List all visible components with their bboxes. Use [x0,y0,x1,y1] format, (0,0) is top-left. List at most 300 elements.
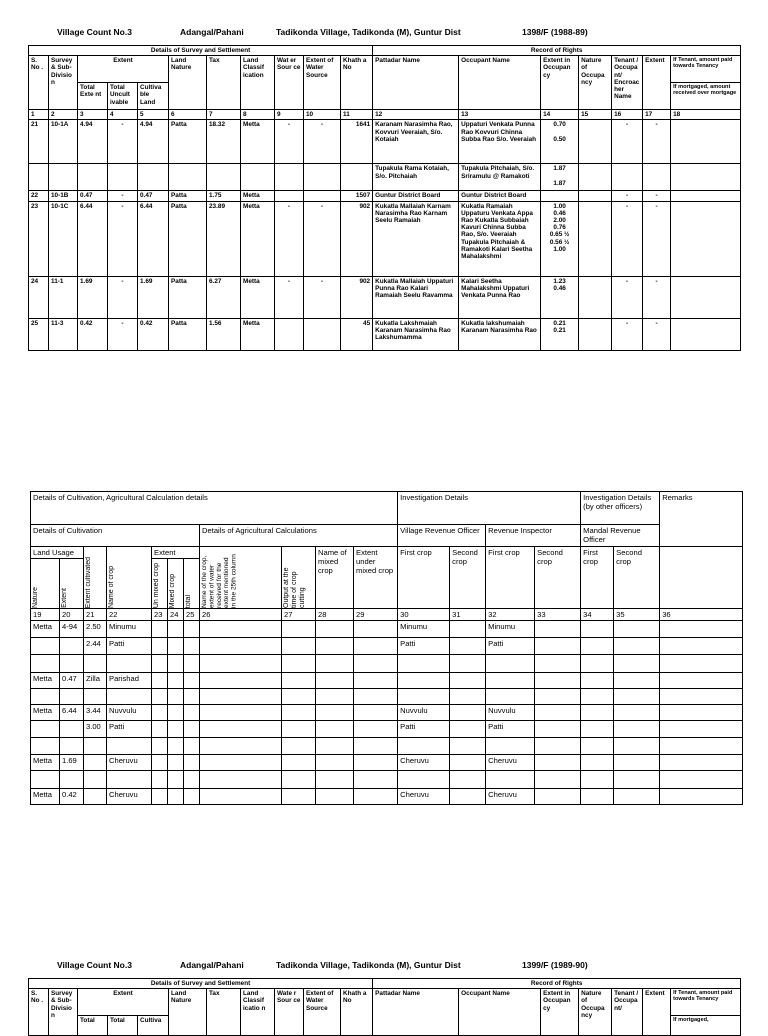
cell-tenant: - [612,120,643,164]
cultivation-title: Details of Cultivation, Agricultural Calculation details [31,492,398,525]
col-tenant-2: Tenant / Occupa nt/ [612,989,643,1036]
column-numbers [29,110,741,120]
table-row [31,755,743,771]
extent-mixed-header: Extent under mixed crop [354,547,398,609]
table-row [31,789,743,805]
cell-empty [614,655,660,673]
cell-empty [535,755,581,771]
cell-khatha: 45 [341,318,373,350]
ri-first-crop: First crop [486,547,535,609]
cell-vro [398,738,450,755]
col-khatha: Khath a No [341,56,373,110]
cell-empty [316,789,354,805]
cell-crop [107,771,152,789]
cell-empty [614,673,660,689]
cell-empty [184,738,200,755]
cell-ext2: - [643,201,671,276]
cell-nature: Patta [169,120,207,164]
cell-empty [184,689,200,705]
col-extent2-2: Extent [643,989,671,1036]
cell-khatha: 902 [341,201,373,276]
cell-vro: Patti [398,638,450,655]
cell-ext-cult [84,755,107,771]
cell-empty [200,621,282,638]
cell-class: Metta [241,276,275,318]
cell-empty [581,673,614,689]
column-number: 1 [29,110,49,120]
cell-ext2 [643,164,671,191]
cell-empty [152,721,168,738]
column-number: 32 [486,609,535,621]
cell-empty [354,638,398,655]
cell-empty [282,721,316,738]
cell-ri: Patti [486,721,535,738]
cell-pattadar: Kukatla Mallaiah Uppaturi Punna Rao Kalari Ramaiah Seelu Ravamma [373,276,459,318]
cell-ri: Patti [486,638,535,655]
col-occupant-2: Occupant Name [459,989,541,1036]
cell-empty [316,705,354,721]
cell-tax: 23.89 [207,201,241,276]
cell-empty [660,721,743,738]
col-khatha-2: Khath a No [341,989,373,1036]
column-number: 7 [207,110,241,120]
cell-empty [614,689,660,705]
cell-tax: 1.56 [207,318,241,350]
cell-empty [660,621,743,638]
cell-empty [200,689,282,705]
extent-cultivated-header: Extent cultivated [85,556,92,608]
mixed-crop-header: Mixed crop [169,573,176,608]
cell-khatha: 1507 [341,191,373,201]
cell-tenant: - [612,318,643,350]
cell-empty [614,721,660,738]
cell-ri [486,673,535,689]
column-number: 33 [535,609,581,621]
survey-rows [29,120,741,350]
cell-empty [152,755,168,771]
cell-ri [486,771,535,789]
cell-ext-cult [84,655,107,673]
cell-pattadar: Kukatla Mallaiah Karnam Narasimha Rao Karnam Seelu Ramaiah [373,201,459,276]
col-extent: Extent [78,56,169,83]
cell-empty [200,721,282,738]
column-number: 18 [671,110,741,120]
cell-cult: 4.94 [138,120,169,164]
vro-header: Village Revenue Officer [398,525,486,547]
cell-empty [581,755,614,771]
cell-occupant: Tupakula Pitchaiah, S/o. Sriramulu @ Ramakoti [459,164,541,191]
cell-occupant: Kukatla Ramaiah Uppaturu Venkata Appa Rao Kukatla Subbaiah Kavuri Chinna Subba Rao, S/o. Veeraiah Tupakula Pitchaiah & Ramakoti Kalari Seetha Mahalakshmi [459,201,541,276]
cell-empty [316,689,354,705]
cell-extent [60,738,84,755]
cell-tenant [612,164,643,191]
cell-total: 4.94 [78,120,108,164]
cell-extent [60,689,84,705]
cell-vro: Cheruvu [398,755,450,771]
cell-empty [184,771,200,789]
table-row [31,689,743,705]
cell-nature [31,721,60,738]
column-number: 30 [398,609,450,621]
cell-khatha: 902 [341,276,373,318]
cell-nature: Metta [31,673,60,689]
cell-pattadar: Guntur District Board [373,191,459,201]
cell-empty [581,705,614,721]
cell-empty [660,705,743,721]
column-number: 19 [31,609,60,621]
cell-water [275,164,304,191]
cell-survey: 11-3 [49,318,78,350]
total-header: total [185,594,192,608]
cell-empty [152,789,168,805]
cell-nature: Metta [31,789,60,805]
cell-ext-cult [84,771,107,789]
cell-empty [535,689,581,705]
cell-empty [614,755,660,771]
cell-sno: 23 [29,201,49,276]
cell-empty [282,673,316,689]
ri-second-crop: Second crop [535,547,581,609]
cell-vro [398,673,450,689]
cell-ext-cult: 3.00 [84,721,107,738]
cell-empty [581,721,614,738]
cell-crop: Patti [107,721,152,738]
cell-empty [316,755,354,771]
cell-uncult: - [108,276,138,318]
column-number: 8 [241,110,275,120]
cell-empty [200,705,282,721]
details-agri: Details of Agricultural Calculations [200,525,398,547]
column-number: 21 [84,609,107,621]
cell-crop [107,738,152,755]
cell-total: 0.42 [78,318,108,350]
col-tax: Tax [207,56,241,110]
cell-empty [168,721,184,738]
cell-empty [184,755,200,771]
cell-empty [535,621,581,638]
cell-empty [450,755,486,771]
column-number: 29 [354,609,398,621]
cell-cult: 1.69 [138,276,169,318]
column-number: 5 [138,110,169,120]
cell-empty [535,638,581,655]
table-row [29,276,741,318]
cell-empty [168,738,184,755]
cell-empty [581,789,614,805]
cell-empty [354,705,398,721]
investigation-other: Investigation Details (by other officers) [581,492,660,525]
cell-empty [282,755,316,771]
col-extent-water-2: Extent of Water Source [304,989,341,1036]
col-total-uncult: Total Uncult ivable [108,83,138,110]
cell-extent: 4-94 [60,621,84,638]
survey-record-table [28,45,741,351]
cell-occ-extent: 1.00 0.46 2.00 0.76 0.65 ½ 0.56 ½ 1.00 [541,201,579,276]
cell-empty [660,789,743,805]
column-number: 4 [108,110,138,120]
cell-water [275,191,304,201]
cell-ext2: - [643,318,671,350]
cell-ri [486,655,535,673]
mro-second-crop: Second crop [614,547,660,609]
cell-empty [200,771,282,789]
cell-occ-extent: 0.70 0.50 [541,120,579,164]
cell-ext-cult: Zilla [84,673,107,689]
cell-empty [168,673,184,689]
cell-ri: Minumu [486,621,535,638]
cell-empty [354,689,398,705]
column-number: 3 [78,110,108,120]
cell-tenant: - [612,201,643,276]
column-number: 36 [660,609,743,621]
cell-empty [354,789,398,805]
cell-class: Metta [241,191,275,201]
column-number: 24 [168,609,184,621]
col-total-extent: Total Exte nt [78,83,108,110]
cell-empty [168,621,184,638]
cell-nature: Metta [31,705,60,721]
cell-crop: Nuvvulu [107,705,152,721]
remarks-header: Remarks [660,492,743,547]
col-tenant: Tenant / Occupa nt/ Encroac her Name [612,56,643,110]
cell-empty [535,738,581,755]
cell-empty [354,655,398,673]
cell-empty [152,738,168,755]
cell-extent [60,721,84,738]
column-number: 2 [49,110,78,120]
cell-ext2: - [643,120,671,164]
fasli-year-2: 1399/F (1989-90) [522,960,588,970]
col-mortgage: If mortgaged, amount received over mortgage [671,83,741,110]
cell-ri [486,738,535,755]
cell-empty [579,191,612,201]
cell-survey: 11-1 [49,276,78,318]
cell-ri: Nuvvulu [486,705,535,721]
cell-empty [168,638,184,655]
col-land-nature: Land Nature [169,56,207,110]
cell-extent: 1.69 [60,755,84,771]
col-cultivable: Cultiva ble Land [138,83,169,110]
cell-empty [168,655,184,673]
cell-empty [671,191,741,201]
cell-empty [671,201,741,276]
cell-water: - [275,120,304,164]
column-number: 9 [275,110,304,120]
cell-occupant: Uppaturi Venkata Punna Rao Kovvuri Chinna Subba Rao S/o. Veeraiah [459,120,541,164]
cell-survey [49,164,78,191]
cell-empty [450,689,486,705]
cell-empty [184,721,200,738]
cell-empty [660,655,743,673]
cell-total: 6.44 [78,201,108,276]
cell-occ-extent: 1.87 1.87 [541,164,579,191]
column-number: 12 [373,110,459,120]
cell-empty [354,621,398,638]
cell-crop: Cheruvu [107,789,152,805]
cell-empty [168,755,184,771]
cell-ext2: - [643,191,671,201]
cell-empty [450,789,486,805]
cell-crop: Cheruvu [107,755,152,771]
col-sno-2: S. No . [29,989,49,1036]
column-number: 14 [541,110,579,120]
col-survey: Survey & Sub-Divisio n [49,56,78,110]
cell-crop: Parishad [107,673,152,689]
cell-empty [535,721,581,738]
cell-empty [614,621,660,638]
cultivation-table [30,491,743,805]
cell-empty [168,771,184,789]
cell-class: Metta [241,318,275,350]
cell-crop: Minumu [107,621,152,638]
vro-first-crop: First crop [398,547,450,609]
cell-sno: 25 [29,318,49,350]
column-number: 10 [304,110,341,120]
extent-header: Extent [152,547,200,559]
column-number: 34 [581,609,614,621]
cell-empty [660,689,743,705]
cell-empty [581,771,614,789]
col-extent-occ: Extent in Occupan cy [541,56,579,110]
cell-empty [184,655,200,673]
cell-empty [316,673,354,689]
cell-wext [304,191,341,201]
cultivation-rows [31,621,743,805]
cell-total [78,164,108,191]
cell-nature [31,638,60,655]
cell-empty [316,738,354,755]
cell-crop [107,655,152,673]
cell-empty [316,638,354,655]
cell-empty [282,771,316,789]
cell-survey: 10-1C [49,201,78,276]
cell-empty [200,789,282,805]
col-extent-water: Extent of Water Source [304,56,341,110]
cell-empty [614,738,660,755]
cell-cult: 6.44 [138,201,169,276]
adangal-title: Adangal/Pahani [180,27,244,37]
cell-uncult: - [108,191,138,201]
cell-occ-extent: 1.23 0.46 [541,276,579,318]
output-header: Output at the time of crop cutting [283,567,306,608]
village-name-2: Tadikonda Village, Tadikonda (M), Guntur Dist [276,960,461,970]
cell-empty [579,276,612,318]
cell-empty [152,689,168,705]
cell-empty [354,673,398,689]
crop-name-header: Name of crop [108,565,115,608]
adangal-title-2: Adangal/Pahani [180,960,244,970]
cell-ri: Cheruvu [486,755,535,771]
table-row [31,673,743,689]
cell-occ-extent [541,191,579,201]
cell-empty [450,638,486,655]
group-survey-2: Details of Survey and Settlement [29,979,373,989]
cell-empty [579,201,612,276]
cultivation-column-numbers [31,609,743,621]
cell-empty [614,705,660,721]
cell-empty [535,789,581,805]
cell-empty [660,771,743,789]
vro-second-crop: Second crop [450,547,486,609]
col-extent2: Extent [643,56,671,110]
cell-water: - [275,276,304,318]
cell-tax: 18.32 [207,120,241,164]
cell-nature [31,689,60,705]
cell-vro: Nuvvulu [398,705,450,721]
cell-crop: Patti [107,638,152,655]
cell-empty [184,638,200,655]
cell-class: Metta [241,120,275,164]
column-number: 31 [450,609,486,621]
cell-empty [282,638,316,655]
cell-empty [354,721,398,738]
cell-total: 0.47 [78,191,108,201]
col-extent-2: Extent [78,989,169,1016]
cell-khatha: 1641 [341,120,373,164]
cell-empty [200,655,282,673]
cell-extent [60,655,84,673]
cell-empty [184,789,200,805]
column-number: 35 [614,609,660,621]
cell-extent: 0.47 [60,673,84,689]
table-row [31,638,743,655]
cell-empty [450,655,486,673]
column-number: 13 [459,110,541,120]
cell-empty [354,771,398,789]
cell-empty [581,621,614,638]
cell-occupant: Guntur District Board [459,191,541,201]
cell-extent: 0.42 [60,789,84,805]
cell-occupant: Kalari Seetha Mahalakshmi Uppaturi Venkata Punna Rao [459,276,541,318]
column-number: 6 [169,110,207,120]
cell-empty [282,689,316,705]
column-number: 22 [107,609,152,621]
cell-empty [152,673,168,689]
cell-empty [450,771,486,789]
table-row [29,164,741,191]
table-row [31,771,743,789]
mro-first-crop: First crop [581,547,614,609]
fasli-year: 1398/F (1988-89) [522,27,588,37]
cell-empty [282,738,316,755]
mixed-crop-name-header: Name of mixed crop [316,547,354,609]
col-nature-occ-2: Nature of Occupa ncy [579,989,612,1036]
cell-uncult: - [108,120,138,164]
table-row [29,191,741,201]
column-number: 25 [184,609,200,621]
cell-empty [660,673,743,689]
cell-pattadar: Tupakula Rama Kotaiah, S/o. Pitchaiah [373,164,459,191]
cell-pattadar: Kukatla Lakshmaiah Karanam Narasimha Rao Lakshumamma [373,318,459,350]
cell-empty [282,655,316,673]
cell-empty [168,689,184,705]
col-total-uncult-2: Total [108,1016,138,1036]
cell-nature [169,164,207,191]
cell-empty [579,164,612,191]
cell-extent [60,638,84,655]
col-land-nature-2: Land Nature [169,989,207,1036]
col-tax-2: Tax [207,989,241,1036]
cell-empty [450,673,486,689]
cell-water [275,318,304,350]
cell-empty [152,621,168,638]
survey-record-table-2 [28,978,741,1036]
cell-sno: 22 [29,191,49,201]
ri-header: Revenue Inspector [486,525,581,547]
col-survey-2: Survey & Sub-Divisio n [49,989,78,1036]
table-row [29,120,741,164]
cell-nature [31,655,60,673]
